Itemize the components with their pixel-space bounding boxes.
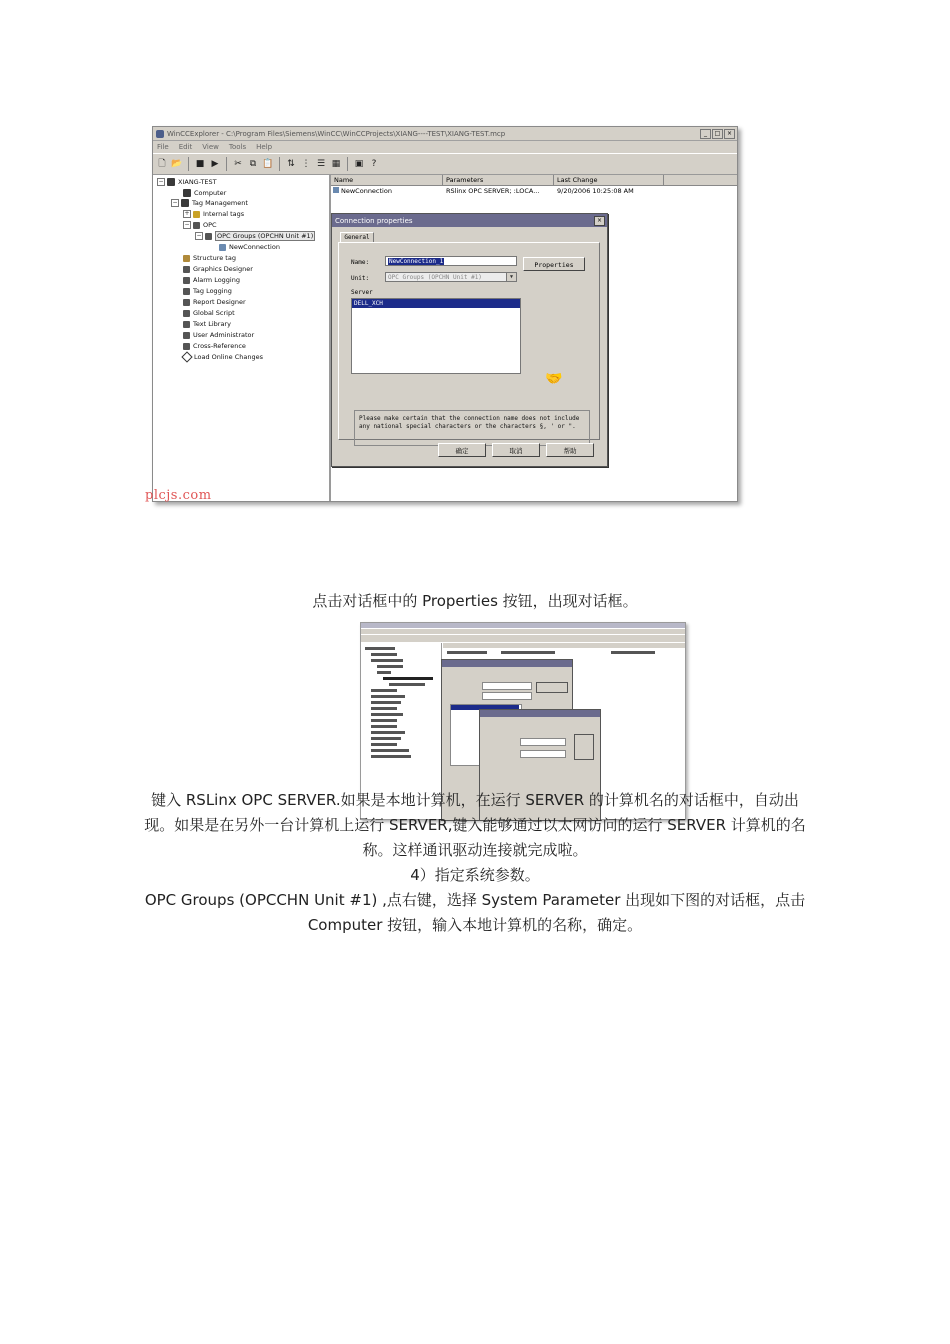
- column-headers: [331, 175, 737, 186]
- project-icon: [167, 178, 175, 186]
- tree-label: Load Online Changes: [194, 353, 263, 361]
- mini-tree-line: [371, 689, 397, 692]
- project-tree: [153, 175, 331, 501]
- report-designer-icon: [183, 299, 190, 306]
- tags-folder-icon: [193, 211, 200, 218]
- connection-icon: [333, 187, 339, 193]
- row-name-text: NewConnection: [341, 187, 392, 195]
- details-icon[interactable]: ▦: [331, 159, 341, 169]
- tree-item-root[interactable]: [157, 177, 217, 187]
- toolbar-separator: [347, 157, 348, 171]
- mini-tree-line: [389, 683, 425, 686]
- tree-item-structure-tag[interactable]: [183, 253, 236, 263]
- tree-label: Computer: [194, 189, 227, 197]
- tree-label: Graphics Designer: [193, 265, 253, 273]
- mini-tree-line: [371, 701, 401, 704]
- mini-titlebar: [361, 623, 685, 628]
- tree-label: Global Script: [193, 309, 235, 317]
- tree-label: Internal tags: [203, 210, 245, 218]
- mini-tree-line: [371, 737, 401, 740]
- mini-row: [611, 651, 655, 654]
- new-icon[interactable]: 🗋: [158, 159, 166, 169]
- user-administrator-icon: [183, 332, 190, 339]
- tree-item-global-script[interactable]: [183, 308, 235, 318]
- mini-tree-line: [383, 677, 433, 680]
- tree-label: OPC: [203, 221, 217, 229]
- copy-icon[interactable]: ⧉: [249, 159, 257, 169]
- mini-dialog-title: [442, 660, 572, 667]
- mini-tree-line: [371, 719, 397, 722]
- tree-label: User Administrator: [193, 331, 255, 339]
- stop-icon[interactable]: ■: [195, 159, 205, 169]
- minimize-button[interactable]: _: [700, 129, 711, 139]
- alarm-logging-icon: [183, 277, 190, 284]
- mini-tree-line: [371, 695, 405, 698]
- section-heading-4: 4）指定系统参数。: [410, 866, 540, 884]
- tree-label: Text Library: [193, 320, 231, 328]
- tree-label: OPC Groups (OPCHN Unit #1): [217, 232, 314, 240]
- mini-tree-line: [371, 731, 405, 734]
- opc-icon: [193, 222, 200, 229]
- tree-item-alarm-logging[interactable]: [183, 275, 240, 285]
- tree-item-tag-management[interactable]: [171, 198, 248, 208]
- collapse-icon[interactable]: −: [196, 232, 202, 239]
- mini-unit-field: [482, 692, 532, 700]
- sort-icon[interactable]: ⇅: [287, 159, 295, 169]
- server-list-item[interactable]: DELL_XCH: [352, 299, 520, 308]
- toolbar-separator: [188, 157, 189, 171]
- server-list[interactable]: [351, 298, 521, 374]
- tree-item-load-online-changes[interactable]: [183, 352, 263, 362]
- close-button[interactable]: ×: [724, 129, 735, 139]
- column-header-parameters[interactable]: Parameters: [443, 175, 554, 185]
- caption-properties: 点击对话框中的 Properties 按钮，出现对话框。: [312, 592, 638, 610]
- menu-file[interactable]: File: [157, 143, 169, 151]
- handshake-icon: 🤝: [545, 371, 563, 387]
- row-name[interactable]: [333, 187, 392, 195]
- mini-tree-line: [371, 743, 397, 746]
- cross-reference-icon: [183, 343, 190, 350]
- tree-label: NewConnection: [229, 243, 280, 251]
- cancel-button[interactable]: 取消: [492, 443, 540, 457]
- wincc-explorer-screenshot: [145, 126, 738, 503]
- name-field-value: NewConnection_1: [389, 258, 444, 265]
- properties-icon[interactable]: ▣: [354, 159, 364, 169]
- dialog-close-button[interactable]: ×: [594, 216, 605, 226]
- unit-field-value: OPC Groups (OPCHN Unit #1): [388, 274, 482, 281]
- mini-toolbar: [361, 635, 685, 642]
- watermark: plcjs.com: [145, 488, 212, 503]
- ok-button[interactable]: 确定: [438, 443, 486, 457]
- chevron-down-icon[interactable]: ▼: [506, 273, 516, 281]
- tree-label: Structure tag: [193, 254, 236, 262]
- collapse-icon[interactable]: −: [158, 178, 164, 185]
- list-icon[interactable]: ☰: [316, 159, 326, 169]
- mini-menubar: [361, 629, 685, 634]
- connection-properties-dialog: [331, 213, 608, 467]
- server-label: Server: [351, 289, 373, 296]
- mini-test-server-button: [574, 734, 594, 760]
- paragraph-system-parameter: OPC Groups (OPCCHN Unit #1) ,点右键，选择 System Parameter 出现如下图的对话框，点击 Computer 按钮，输入本地计算机的名称，确定。: [144, 891, 806, 934]
- text-library-icon: [183, 321, 190, 328]
- tree-label: Tag Management: [192, 199, 248, 207]
- toolbar-separator: [279, 157, 280, 171]
- properties-button[interactable]: Properties: [523, 257, 585, 271]
- name-field[interactable]: [385, 256, 517, 266]
- tree-label: Cross-Reference: [193, 342, 246, 350]
- global-script-icon: [183, 310, 190, 317]
- mini-tree-line: [365, 647, 395, 650]
- tree-item-opc-groups[interactable]: [195, 231, 315, 241]
- help-icon[interactable]: ?: [371, 159, 377, 169]
- tree-item-computer[interactable]: [183, 188, 226, 198]
- mini-properties-button: [536, 682, 568, 693]
- mini-row: [447, 651, 487, 654]
- tree-icon[interactable]: ⋮: [301, 159, 311, 169]
- tag-logging-icon: [183, 288, 190, 295]
- toolbar-separator: [226, 157, 227, 171]
- graphics-designer-icon: [183, 266, 190, 273]
- mini-tree-line: [371, 653, 397, 656]
- dialog-title: Connection properties: [335, 216, 413, 225]
- tree-item-text-library[interactable]: [183, 319, 231, 329]
- window-title: WinCCExplorer - C:\Program Files\Siemens\WinCC\WinCCProjects\XIANG----TEST\XIANG-TEST.mcp: [167, 129, 506, 138]
- window-controls: [700, 129, 735, 139]
- tag-management-icon: [181, 199, 189, 207]
- play-icon[interactable]: ▶: [211, 159, 219, 169]
- collapse-icon[interactable]: −: [172, 199, 178, 206]
- mini-tree-line: [371, 725, 397, 728]
- mini-tree-line: [371, 755, 411, 758]
- connection-name-note: Please make certain that the connection name does not include any national special characters or the characters §, ' or ".: [354, 410, 590, 446]
- mini-server-name-field: [520, 738, 566, 746]
- tree-item-report-designer[interactable]: [183, 297, 246, 307]
- mini-row: [501, 651, 555, 654]
- tab-general[interactable]: General: [340, 232, 374, 243]
- menu-bar: [153, 141, 737, 153]
- app-icon: [156, 130, 164, 138]
- tree-label: XIANG-TEST: [178, 178, 217, 186]
- tree-item-user-administrator[interactable]: [183, 330, 254, 340]
- open-icon[interactable]: 📂: [171, 159, 183, 169]
- menu-edit[interactable]: Edit: [178, 143, 193, 151]
- help-button[interactable]: 帮助: [546, 443, 594, 457]
- tree-item-tag-logging[interactable]: [183, 286, 232, 296]
- menu-help[interactable]: Help: [256, 143, 273, 151]
- mini-column-headers: [443, 643, 685, 648]
- maximize-button[interactable]: □: [712, 129, 723, 139]
- mini-name-field: [482, 682, 532, 690]
- tree-item-graphics-designer[interactable]: [183, 264, 253, 274]
- row-last-change: 9/20/2006 10:25:08 AM: [557, 187, 634, 195]
- cut-icon[interactable]: ✂: [234, 159, 242, 169]
- mini-tree-line: [377, 671, 391, 674]
- menu-tools[interactable]: Tools: [228, 143, 247, 151]
- column-header-name[interactable]: Name: [331, 175, 443, 185]
- tree-item-new-connection[interactable]: [219, 242, 280, 252]
- dialog-titlebar: [332, 214, 607, 227]
- opc-groups-icon: [205, 233, 212, 240]
- window-titlebar: [153, 127, 737, 141]
- mini-tree-line: [371, 713, 403, 716]
- tree-label: Report Designer: [193, 298, 246, 306]
- collapse-icon[interactable]: −: [184, 221, 190, 228]
- unit-field[interactable]: [385, 272, 517, 282]
- general-panel: [338, 242, 600, 440]
- load-online-changes-icon: [181, 351, 192, 362]
- mini-tree-line: [377, 665, 403, 668]
- name-label: Name:: [351, 259, 370, 266]
- unit-label: Unit:: [351, 275, 370, 282]
- tree-label: Tag Logging: [193, 287, 232, 295]
- tree-item-opc[interactable]: [183, 220, 217, 230]
- menu-view[interactable]: View: [202, 143, 219, 151]
- paste-icon[interactable]: 📋: [262, 159, 274, 169]
- expand-icon[interactable]: +: [184, 210, 190, 217]
- paragraph-rslinx: 键入 RSLinx OPC SERVER.如果是本地计算机，在运行 SERVER 的计算机名的对话框中，自动出现。如果是在另外一台计算机上运行 SERVER,键入能够通过以太网访问的运行 SERVER 计算机的名称。这样通讯驱动连接就完成啦。: [144, 791, 806, 859]
- structure-tag-icon: [183, 255, 190, 262]
- mini-dialog-title: [480, 710, 600, 717]
- tree-item-internal-tags[interactable]: [183, 209, 244, 219]
- computer-icon: [183, 189, 191, 197]
- tree-item-cross-reference[interactable]: [183, 341, 246, 351]
- mini-computer-field: [520, 750, 566, 758]
- column-header-last-change[interactable]: Last Change: [554, 175, 664, 185]
- mini-tree-line: [371, 707, 397, 710]
- tree-label: Alarm Logging: [193, 276, 240, 284]
- connection-icon: [219, 244, 226, 251]
- toolbar: [153, 154, 737, 175]
- row-parameters: RSlinx OPC SERVER; :LOCA...: [446, 187, 540, 195]
- mini-tree-line: [371, 659, 403, 662]
- mini-tree-line: [371, 749, 409, 752]
